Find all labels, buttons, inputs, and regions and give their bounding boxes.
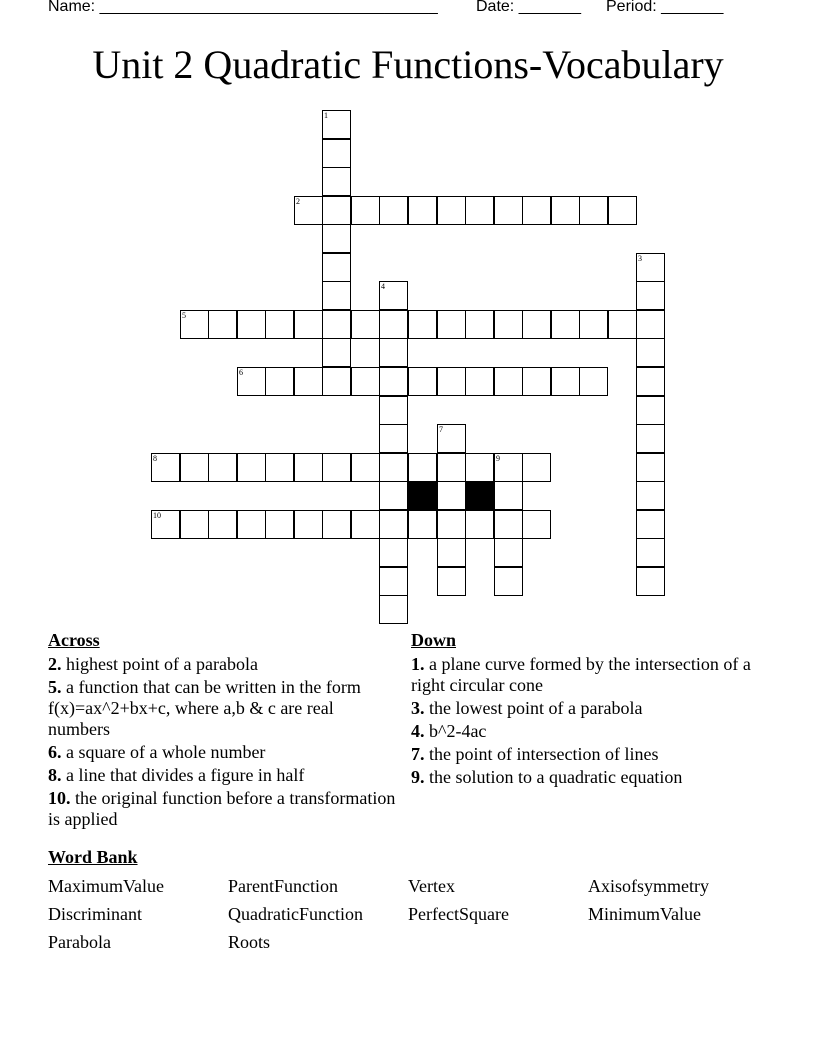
grid-cell[interactable] — [294, 510, 323, 539]
grid-cell[interactable] — [408, 310, 437, 339]
word-bank-item: PerfectSquare — [408, 904, 509, 924]
grid-cell[interactable] — [494, 481, 523, 510]
clue-number-label: 5 — [182, 311, 186, 320]
name-field[interactable]: Name: ______________________________________ — [48, 0, 438, 15]
grid-cell[interactable] — [294, 196, 323, 225]
word-bank-item: Discriminant — [48, 904, 142, 924]
grid-cell[interactable] — [379, 453, 408, 482]
clue-number: 2. — [48, 654, 62, 674]
grid-cell[interactable] — [379, 538, 408, 567]
clue-text: a plane curve formed by the intersection of a right circular cone — [411, 654, 751, 695]
grid-cell[interactable] — [494, 567, 523, 596]
grid-cell[interactable] — [265, 310, 294, 339]
grid-cell[interactable] — [208, 310, 237, 339]
grid-cell[interactable] — [351, 453, 380, 482]
grid-cell[interactable] — [379, 310, 408, 339]
grid-cell[interactable] — [522, 510, 551, 539]
grid-cell[interactable] — [379, 424, 408, 453]
grid-cell[interactable] — [437, 367, 466, 396]
clue-number: 4. — [411, 721, 425, 741]
grid-cell[interactable] — [265, 367, 294, 396]
grid-cell[interactable] — [465, 196, 494, 225]
grid-cell[interactable] — [437, 310, 466, 339]
grid-cell[interactable] — [322, 310, 351, 339]
across-clue — [48, 654, 398, 675]
shaded-cell — [408, 481, 437, 510]
grid-cell[interactable] — [408, 367, 437, 396]
down-clue — [411, 744, 761, 765]
clue-number: 5. — [48, 677, 62, 697]
period-field[interactable]: Period: _______ — [606, 0, 724, 15]
grid-cell[interactable] — [237, 310, 266, 339]
grid-cell[interactable] — [636, 567, 665, 596]
clue-text: a function that can be written in the form f(x)=ax^2+bx+c, where a,b & c are real numbers — [48, 677, 361, 739]
grid-cell[interactable] — [636, 481, 665, 510]
grid-cell[interactable] — [322, 367, 351, 396]
grid-cell[interactable] — [408, 196, 437, 225]
grid-cell[interactable] — [437, 538, 466, 567]
grid-cell[interactable] — [636, 510, 665, 539]
down-heading: Down — [411, 630, 457, 650]
grid-cell[interactable] — [322, 453, 351, 482]
grid-cell[interactable] — [151, 453, 180, 482]
grid-cell[interactable] — [294, 310, 323, 339]
grid-cell[interactable] — [494, 196, 523, 225]
grid-cell[interactable] — [322, 253, 351, 282]
clue-number: 6. — [48, 742, 62, 762]
grid-cell[interactable] — [351, 367, 380, 396]
shaded-cell — [465, 481, 494, 510]
grid-cell[interactable] — [408, 510, 437, 539]
grid-cell[interactable] — [465, 367, 494, 396]
clue-number-label: 1 — [324, 111, 328, 120]
grid-cell[interactable] — [551, 367, 580, 396]
grid-cell[interactable] — [351, 510, 380, 539]
grid-cell[interactable] — [322, 167, 351, 196]
clue-number: 3. — [411, 698, 425, 718]
grid-cell[interactable] — [322, 196, 351, 225]
grid-cell[interactable] — [636, 253, 665, 282]
grid-cell[interactable] — [465, 510, 494, 539]
grid-cell[interactable] — [522, 196, 551, 225]
grid-cell[interactable] — [437, 481, 466, 510]
grid-cell[interactable] — [494, 538, 523, 567]
grid-cell[interactable] — [636, 538, 665, 567]
grid-cell[interactable] — [265, 453, 294, 482]
grid-cell[interactable] — [322, 281, 351, 310]
grid-cell[interactable] — [151, 510, 180, 539]
clue-text: a square of a whole number — [66, 742, 266, 762]
grid-cell[interactable] — [237, 510, 266, 539]
grid-cell[interactable] — [351, 196, 380, 225]
grid-cell[interactable] — [608, 310, 637, 339]
grid-cell[interactable] — [437, 424, 466, 453]
down-clue — [411, 767, 761, 788]
down-clues — [411, 630, 761, 790]
across-clue — [48, 788, 398, 830]
clue-text: highest point of a parabola — [66, 654, 258, 674]
clue-text: the lowest point of a parabola — [429, 698, 643, 718]
grid-cell[interactable] — [522, 310, 551, 339]
grid-cell[interactable] — [636, 453, 665, 482]
grid-cell[interactable] — [265, 510, 294, 539]
clue-text: a line that divides a figure in half — [66, 765, 305, 785]
grid-cell[interactable] — [379, 510, 408, 539]
clue-number-label: 9 — [496, 454, 500, 463]
date-field[interactable]: Date: _______ — [476, 0, 581, 15]
clue-number-label: 7 — [439, 425, 443, 434]
clue-number-label: 8 — [153, 454, 157, 463]
word-bank-item: MaximumValue — [48, 876, 164, 896]
grid-cell[interactable] — [294, 367, 323, 396]
grid-cell[interactable] — [379, 338, 408, 367]
word-bank-item: MinimumValue — [588, 904, 701, 924]
across-clues — [48, 630, 398, 832]
grid-cell[interactable] — [579, 196, 608, 225]
word-bank-item: Axisofsymmetry — [588, 876, 709, 896]
clue-text: the original function before a transformation is applied — [48, 788, 396, 829]
grid-cell[interactable] — [180, 453, 209, 482]
page-title: Unit 2 Quadratic Functions-Vocabulary — [92, 42, 724, 87]
grid-cell[interactable] — [322, 110, 351, 139]
down-clue — [411, 698, 761, 719]
grid-cell[interactable] — [322, 338, 351, 367]
clue-text: the solution to a quadratic equation — [429, 767, 683, 787]
grid-cell[interactable] — [322, 224, 351, 253]
grid-cell[interactable] — [408, 453, 437, 482]
across-clue — [48, 742, 398, 763]
grid-cell[interactable] — [551, 310, 580, 339]
grid-cell[interactable] — [437, 510, 466, 539]
grid-cell[interactable] — [636, 367, 665, 396]
clue-number: 7. — [411, 744, 425, 764]
grid-cell[interactable] — [180, 310, 209, 339]
clue-text: b^2-4ac — [429, 721, 487, 741]
grid-cell[interactable] — [522, 367, 551, 396]
word-bank-item: Roots — [228, 932, 271, 952]
grid-cell[interactable] — [237, 367, 266, 396]
grid-cell[interactable] — [437, 196, 466, 225]
grid-cell[interactable] — [494, 453, 523, 482]
clue-number-label: 3 — [638, 254, 642, 263]
word-bank-item: ParentFunction — [228, 876, 338, 896]
word-bank-item: Vertex — [408, 876, 455, 896]
clue-number-label: 6 — [239, 368, 243, 377]
across-heading: Across — [48, 630, 100, 650]
clue-number: 8. — [48, 765, 62, 785]
grid-cell[interactable] — [379, 567, 408, 596]
grid-cell[interactable] — [636, 396, 665, 425]
grid-cell[interactable] — [636, 281, 665, 310]
grid-cell[interactable] — [379, 281, 408, 310]
grid-cell[interactable] — [494, 510, 523, 539]
grid-cell[interactable] — [522, 453, 551, 482]
grid-cell[interactable] — [494, 367, 523, 396]
down-clue — [411, 654, 761, 696]
word-bank-heading: Word Bank — [48, 847, 138, 867]
grid-cell[interactable] — [208, 510, 237, 539]
across-clue — [48, 677, 398, 740]
grid-cell[interactable] — [437, 567, 466, 596]
grid-cell[interactable] — [351, 310, 380, 339]
down-clue — [411, 721, 761, 742]
clue-number-label: 10 — [153, 511, 161, 520]
grid-cell[interactable] — [322, 510, 351, 539]
across-clue — [48, 765, 398, 786]
clue-number: 9. — [411, 767, 425, 787]
clue-number-label: 4 — [381, 282, 385, 291]
grid-cell[interactable] — [379, 196, 408, 225]
grid-cell[interactable] — [636, 338, 665, 367]
grid-cell[interactable] — [636, 310, 665, 339]
grid-cell[interactable] — [379, 367, 408, 396]
grid-cell[interactable] — [379, 595, 408, 624]
clue-text: the point of intersection of lines — [429, 744, 659, 764]
grid-cell[interactable] — [608, 196, 637, 225]
grid-cell[interactable] — [379, 481, 408, 510]
clue-number: 10. — [48, 788, 71, 808]
grid-cell[interactable] — [379, 396, 408, 425]
grid-cell[interactable] — [636, 424, 665, 453]
grid-cell[interactable] — [294, 453, 323, 482]
grid-cell[interactable] — [579, 310, 608, 339]
grid-cell[interactable] — [465, 453, 494, 482]
grid-cell[interactable] — [322, 139, 351, 168]
grid-cell[interactable] — [208, 453, 237, 482]
grid-cell[interactable] — [465, 310, 494, 339]
word-bank-item: Parabola — [48, 932, 111, 952]
clue-number: 1. — [411, 654, 425, 674]
grid-cell[interactable] — [237, 453, 266, 482]
grid-cell[interactable] — [494, 310, 523, 339]
grid-cell[interactable] — [437, 453, 466, 482]
grid-cell[interactable] — [180, 510, 209, 539]
grid-cell[interactable] — [579, 367, 608, 396]
word-bank-item: QuadraticFunction — [228, 904, 363, 924]
grid-cell[interactable] — [551, 196, 580, 225]
clue-number-label: 2 — [296, 197, 300, 206]
